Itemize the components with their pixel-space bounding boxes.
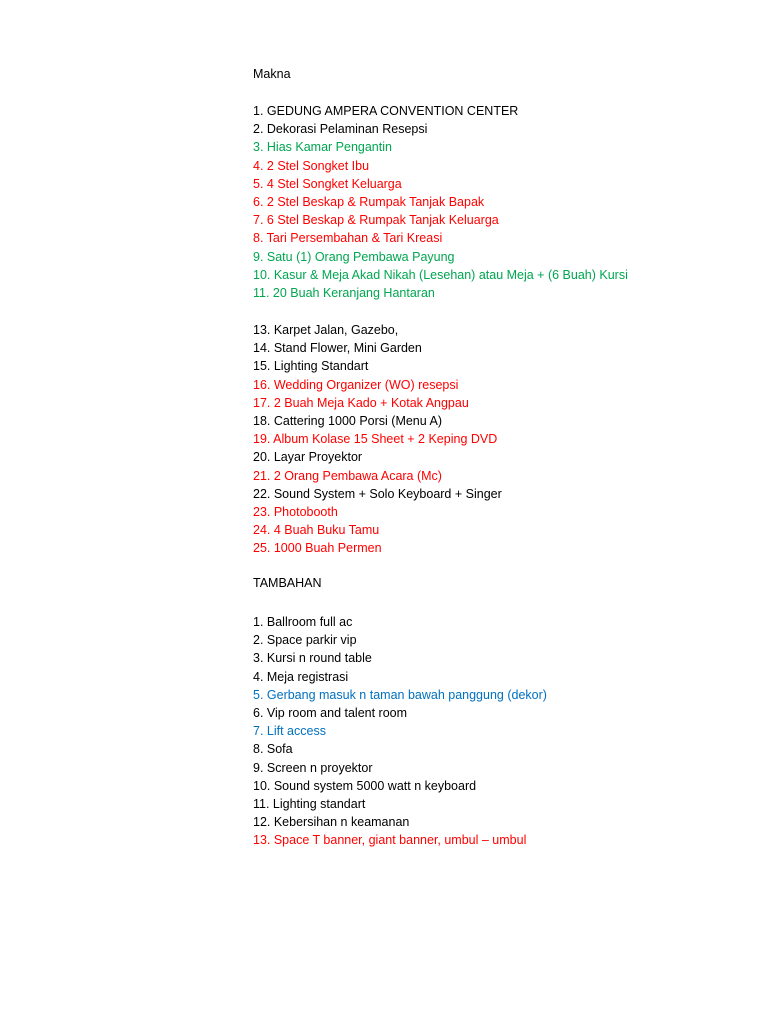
list-item: 11. 20 Buah Keranjang Hantaran [253, 285, 435, 300]
list-item: 4. 2 Stel Songket Ibu [253, 158, 370, 173]
list-item: 1. Ballroom full ac [253, 615, 353, 629]
list-item: 1. GEDUNG AMPERA CONVENTION CENTER [253, 104, 519, 118]
list-item: 6. 2 Stel Beskap & Rumpak Tanjak Bapak [253, 194, 485, 209]
list-item: 5. Gerbang masuk n taman bawah panggung (dekor) [253, 687, 547, 702]
extras-list [253, 613, 547, 849]
list-item: 23. Photobooth [253, 504, 338, 519]
list-item: 14. Stand Flower, Mini Garden [253, 341, 422, 356]
list-item: 4. Meja registrasi [253, 669, 349, 684]
package-list-part-2 [253, 321, 502, 557]
list-item: 21. 2 Orang Pembawa Acara (Mc) [253, 468, 442, 483]
list-item: 13. Karpet Jalan, Gazebo, [253, 323, 399, 337]
list-item: 9. Satu (1) Orang Pembawa Payung [253, 249, 455, 264]
list-item: 10. Sound system 5000 watt n keyboard [253, 778, 477, 793]
list-item: 16. Wedding Organizer (WO) resepsi [253, 377, 459, 392]
list-item: 7. 6 Stel Beskap & Rumpak Tanjak Keluarga [253, 213, 499, 228]
extras-section-title: TAMBAHAN [253, 576, 322, 590]
list-item: 7. Lift access [253, 724, 326, 739]
list-item: 19. Album Kolase 15 Sheet + 2 Keping DVD [253, 432, 498, 447]
list-item: 15. Lighting Standart [253, 359, 369, 374]
list-item: 9. Screen n proyektor [253, 760, 373, 775]
list-item: 8. Tari Persembahan & Tari Kreasi [253, 231, 443, 246]
list-item: 17. 2 Buah Meja Kado + Kotak Angpau [253, 395, 469, 410]
list-item: 24. 4 Buah Buku Tamu [253, 523, 380, 538]
list-item: 5. 4 Stel Songket Keluarga [253, 176, 402, 191]
list-item: 2. Space parkir vip [253, 633, 357, 648]
list-item: 6. Vip room and talent room [253, 705, 408, 720]
list-item: 2. Dekorasi Pelaminan Resepsi [253, 122, 428, 137]
package-list-part-1 [253, 102, 628, 302]
list-item: 18. Cattering 1000 Porsi (Menu A) [253, 413, 442, 428]
list-item: 13. Space T banner, giant banner, umbul – umbul [253, 833, 527, 848]
list-item: 20. Layar Proyektor [253, 450, 363, 465]
list-item: 12. Kebersihan n keamanan [253, 815, 410, 830]
document-title: Makna [253, 67, 291, 81]
list-item: 11. Lighting standart [253, 796, 366, 811]
list-item: 3. Kursi n round table [253, 651, 372, 666]
list-item: 3. Hias Kamar Pengantin [253, 140, 392, 155]
list-item: 8. Sofa [253, 742, 293, 757]
list-item: 22. Sound System + Solo Keyboard + Singer [253, 486, 502, 501]
list-item: 25. 1000 Buah Permen [253, 541, 382, 556]
list-item: 10. Kasur & Meja Akad Nikah (Lesehan) atau Meja + (6 Buah) Kursi [253, 267, 628, 282]
